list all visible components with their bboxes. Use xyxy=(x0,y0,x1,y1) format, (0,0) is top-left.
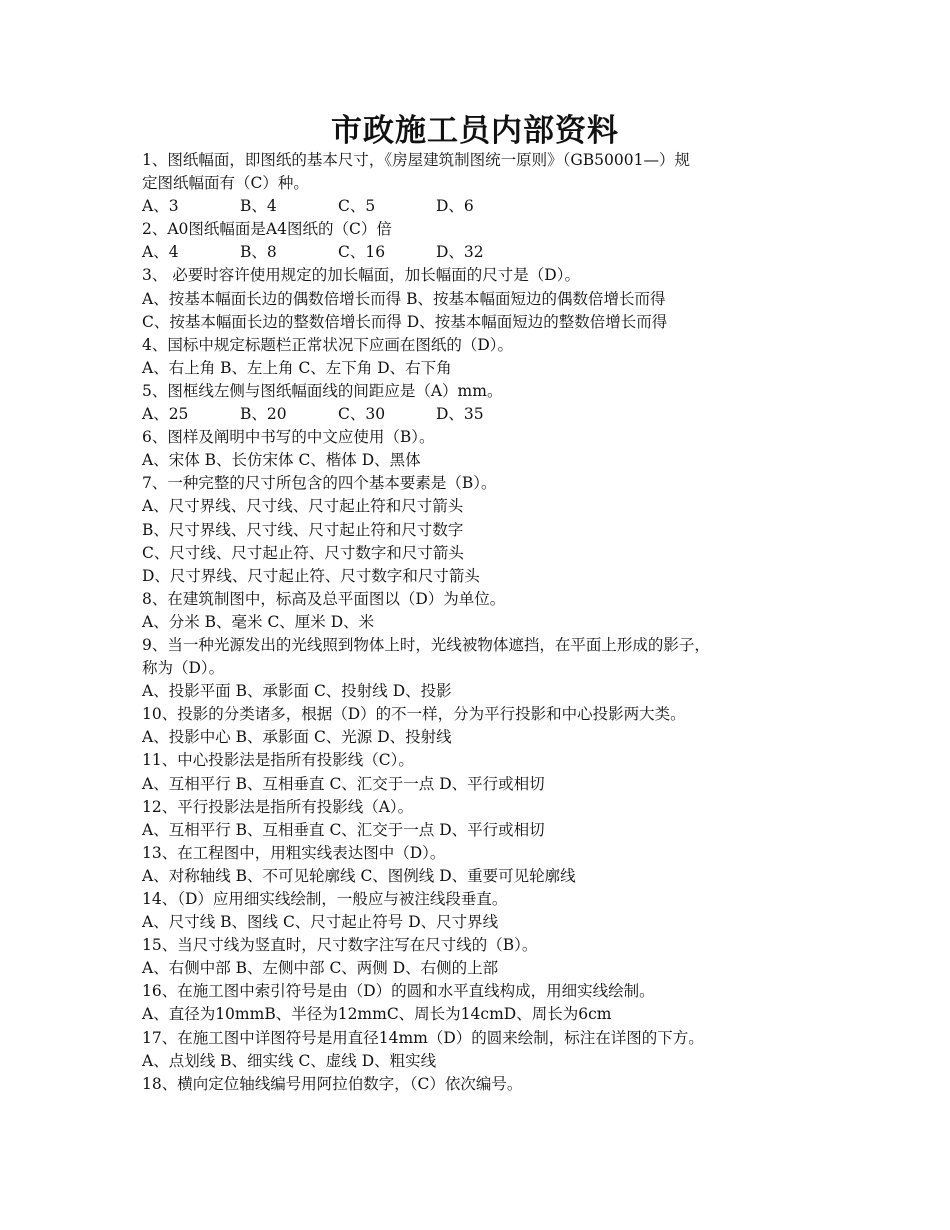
text-line: 13、在工程图中，用粗实线表达图中（D）。 xyxy=(142,843,446,862)
text-line: 称为（D）。 xyxy=(142,659,225,678)
text-line: 7、一种完整的尺寸所包含的四个基本要素是（B）。 xyxy=(142,474,497,493)
option-row xyxy=(142,241,842,264)
option-item: C、30 xyxy=(338,405,386,424)
text-line: 5、图框线左侧与图纸幅面线的间距应是（A）mm。 xyxy=(142,381,503,400)
option-item: B、8 xyxy=(240,243,277,262)
text-line: 4、国标中规定标题栏正常状况下应画在图纸的（D）。 xyxy=(142,335,514,354)
text-line: 8、在建筑制图中，标高及总平面图以（D）为单位。 xyxy=(142,589,506,608)
text-line: 1、图纸幅面，即图纸的基本尺寸，《房屋建筑制图统一原则》（GB50001—）规 xyxy=(142,151,690,169)
text-line: A、点划线 B、细实线 C、虚线 D、粗实线 xyxy=(142,1051,437,1070)
option-item: C、5 xyxy=(338,197,376,216)
text-line: 16、在施工图中索引符号是由（D）的圆和水平直线构成，用细实线绘制。 xyxy=(142,982,655,1001)
text-line: A、尺寸线 B、图线 C、尺寸起止符号 D、尺寸界线 xyxy=(142,913,499,932)
text-line: 9、当一种光源发出的光线照到物体上时，光线被物体遮挡，在平面上形成的影子， xyxy=(142,635,710,654)
option-item: D、35 xyxy=(436,405,484,424)
text-line: A、投影平面 B、承影面 C、投射线 D、投影 xyxy=(142,682,452,701)
text-line: A、按基本幅面长边的偶数倍增长而得 B、按基本幅面短边的偶数倍增长而得 xyxy=(142,289,666,308)
text-line: A、直径为10mmB、半径为12mmC、周长为14cmD、周长为6cm xyxy=(142,1005,612,1024)
text-line: C、按基本幅面长边的整数倍增长而得 D、按基本幅面短边的整数倍增长而得 xyxy=(142,312,668,331)
text-line: A、分米 B、毫米 C、厘米 D、米 xyxy=(142,612,375,631)
option-item: B、4 xyxy=(240,197,277,216)
text-line: 3、 必要时容许使用规定的加长幅面，加长幅面的尺寸是（D）。 xyxy=(142,266,580,285)
text-line: C、尺寸线、尺寸起止符、尺寸数字和尺寸箭头 xyxy=(142,543,464,562)
text-line: A、尺寸界线、尺寸线、尺寸起止符和尺寸箭头 xyxy=(142,497,464,516)
option-item: C、16 xyxy=(338,243,386,262)
text-line: A、右侧中部 B、左侧中部 C、两侧 D、右侧的上部 xyxy=(142,959,499,978)
option-row xyxy=(142,403,842,426)
text-line: 18、横向定位轴线编号用阿拉伯数字，（C）依次编号。 xyxy=(142,1074,523,1093)
text-line: A、互相平行 B、互相垂直 C、汇交于一点 D、平行或相切 xyxy=(142,774,545,793)
text-line: 2、A0图纸幅面是A4图纸的（C）倍 xyxy=(142,220,392,239)
text-line: 11、中心投影法是指所有投影线（C）。 xyxy=(142,751,414,770)
text-line: 定图纸幅面有（C）种。 xyxy=(142,174,309,193)
option-item: A、25 xyxy=(142,405,189,424)
text-line: 12、平行投影法是指所有投影线（A）。 xyxy=(142,797,414,816)
text-line: B、尺寸界线、尺寸线、尺寸起止符和尺寸数字 xyxy=(142,520,464,539)
text-line: 6、图样及阐明中书写的中文应使用（B）。 xyxy=(142,428,435,447)
option-item: A、4 xyxy=(142,243,179,262)
text-line: A、互相平行 B、互相垂直 C、汇交于一点 D、平行或相切 xyxy=(142,820,545,839)
option-item: D、32 xyxy=(436,243,484,262)
option-item: B、20 xyxy=(240,405,287,424)
text-line: A、对称轴线 B、不可见轮廓线 C、图例线 D、重要可见轮廓线 xyxy=(142,866,576,885)
document-title: 市政施工员内部资料 xyxy=(331,113,619,149)
text-line: A、宋体 B、长仿宋体 C、楷体 D、黑体 xyxy=(142,451,421,470)
text-line: 14、（D）应用细实线绘制，一般应与被注线段垂直。 xyxy=(142,890,508,908)
option-item: A、3 xyxy=(142,197,179,216)
document-body xyxy=(142,149,842,1096)
text-line: D、尺寸界线、尺寸起止符、尺寸数字和尺寸箭头 xyxy=(142,566,480,585)
text-line: A、投影中心 B、承影面 C、光源 D、投射线 xyxy=(142,728,452,747)
text-line: 17、在施工图中详图符号是用直径14mm（D）的圆来绘制，标注在详图的下方。 xyxy=(142,1028,704,1047)
option-row xyxy=(142,195,842,218)
text-line: 10、投影的分类诸多，根据（D）的不一样，分为平行投影和中心投影两大类。 xyxy=(142,705,686,724)
text-line: A、右上角 B、左上角 C、左下角 D、右下角 xyxy=(142,358,452,377)
text-line: 15、当尺寸线为竖直时，尺寸数字注写在尺寸线的（B）。 xyxy=(142,936,538,955)
option-item: D、6 xyxy=(436,197,474,216)
